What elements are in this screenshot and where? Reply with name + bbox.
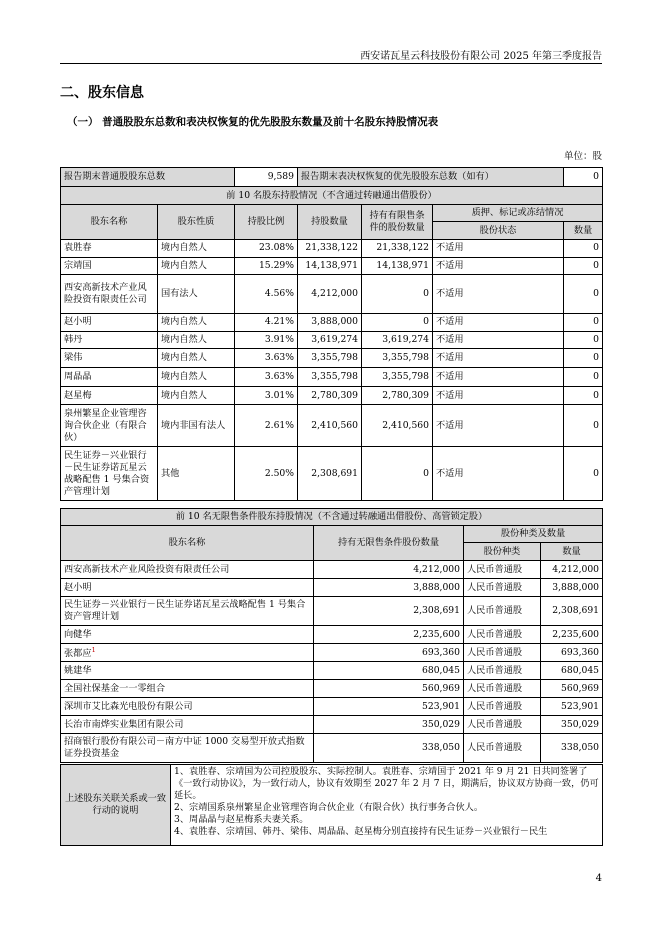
share-kind: 人民币普通股	[464, 680, 541, 698]
holder-name: 周晶晶	[61, 368, 158, 387]
share-count: 560,969	[541, 680, 603, 698]
relation-row	[61, 765, 603, 846]
holder-restricted: 3,619,274	[362, 331, 433, 349]
holder-count: 0	[564, 275, 603, 314]
relation-line: 3、周晶晶与赵星梅系夫妻关系。	[174, 814, 309, 825]
table-row	[61, 257, 603, 275]
holder-status: 不适用	[433, 275, 564, 314]
table-row	[61, 331, 603, 349]
top10-caption-row	[61, 187, 603, 205]
table-row	[61, 579, 603, 597]
holder-name: 长治市南烨实业集团有限公司	[61, 716, 314, 734]
footnote-marker: 1	[91, 646, 96, 655]
holder-count: 0	[564, 257, 603, 275]
holder-qty: 3,355,798	[298, 349, 362, 368]
holder-nature: 境内自然人	[158, 331, 235, 349]
top10-header-row1	[61, 205, 603, 222]
share-count: 680,045	[541, 662, 603, 680]
table-row	[61, 734, 603, 763]
relation-label: 上述股东关联关系或一致行动的说明	[61, 765, 171, 846]
preferred-holders-value: 0	[564, 168, 603, 187]
holder-name: 民生证券－兴业银行－民生证券诺瓦星云战略配售 1 号集合资产管理计划	[61, 597, 314, 626]
table-row	[61, 368, 603, 387]
holder-qty: 693,360	[314, 644, 464, 662]
holder-restricted: 2,780,309	[362, 387, 433, 405]
unrestricted-table	[60, 508, 603, 763]
shareholder-table	[60, 167, 603, 501]
holder-status: 不适用	[433, 447, 564, 501]
holder-name: 赵星梅	[61, 387, 158, 405]
holder-qty: 2,308,691	[298, 447, 362, 501]
holder-count: 0	[564, 349, 603, 368]
holder-ratio: 23.08%	[235, 240, 298, 258]
holder-qty: 21,338,122	[298, 240, 362, 258]
holder-status: 不适用	[433, 314, 564, 332]
table-row	[61, 698, 603, 716]
table-row	[61, 314, 603, 332]
holder-restricted: 0	[362, 447, 433, 501]
holder-restricted: 21,338,122	[362, 240, 433, 258]
page-number: 4	[595, 873, 602, 884]
holder-restricted: 14,138,971	[362, 257, 433, 275]
share-kind: 人民币普通股	[464, 644, 541, 662]
holder-restricted: 2,410,560	[362, 405, 433, 447]
relation-line: 2、宗靖国系泉州繁星企业管理咨询合伙企业（有限合伙）执行事务合伙人。	[174, 802, 484, 813]
share-kind: 人民币普通股	[464, 626, 541, 644]
share-kind: 人民币普通股	[464, 561, 541, 579]
holder-ratio: 4.56%	[235, 275, 298, 314]
holder-ratio: 2.50%	[235, 447, 298, 501]
page-header: 西安诺瓦星云科技股份有限公司 2025 年第三季度报告	[360, 51, 602, 62]
preferred-holders-label: 报告期末表决权恢复的优先股股东总数（如有）	[298, 168, 564, 187]
share-kind: 人民币普通股	[464, 716, 541, 734]
holder-status: 不适用	[433, 349, 564, 368]
holder-ratio: 15.29%	[235, 257, 298, 275]
holder-name: 姚建华	[61, 662, 314, 680]
holder-name: 张都应	[64, 648, 92, 660]
share-kind: 人民币普通股	[464, 579, 541, 597]
holder-status: 不适用	[433, 368, 564, 387]
col-header-pledge: 质押、标记或冻结情况	[433, 205, 603, 222]
holder-ratio: 4.21%	[235, 314, 298, 332]
holder-nature: 国有法人	[158, 275, 235, 314]
table-row	[61, 716, 603, 734]
holder-qty: 2,780,309	[298, 387, 362, 405]
col-header-name: 股东名称	[61, 526, 314, 561]
col-header-status: 股份状态	[433, 222, 564, 240]
unrestricted-caption-row	[61, 509, 603, 526]
holder-qty: 4,212,000	[298, 275, 362, 314]
col-header-kind-group: 股份种类及数量	[464, 526, 603, 543]
holder-name: 梁伟	[61, 349, 158, 368]
holder-name: 全国社保基金一一零组合	[61, 680, 314, 698]
share-count: 693,360	[541, 644, 603, 662]
holder-qty: 3,619,274	[298, 331, 362, 349]
holder-status: 不适用	[433, 331, 564, 349]
holder-nature: 境内自然人	[158, 257, 235, 275]
holder-name: 招商银行股份有限公司－南方中证 1000 交易型开放式指数证券投资基金	[61, 734, 314, 763]
relation-line: 4、袁胜春、宗靖国、韩丹、梁伟、周晶晶、赵星梅分别直接持有民生证券－兴业银行－民生	[174, 826, 548, 837]
holder-name: 向健华	[61, 626, 314, 644]
holder-name: 民生证券－兴业银行－民生证券诺瓦星云战略配售 1 号集合资产管理计划	[61, 447, 158, 501]
holder-name: 泉州繁星企业管理咨询合伙企业（有限合伙）	[61, 405, 158, 447]
holder-qty: 338,050	[314, 734, 464, 763]
summary-row	[61, 168, 603, 187]
table-row	[61, 644, 603, 662]
table-row	[61, 597, 603, 626]
holder-nature: 境内自然人	[158, 368, 235, 387]
unit-label: 单位：股	[563, 151, 602, 162]
holder-ratio: 3.63%	[235, 368, 298, 387]
share-count: 2,235,600	[541, 626, 603, 644]
share-count: 2,308,691	[541, 597, 603, 626]
holder-name: 西安高新技术产业风险投资有限责任公司	[61, 561, 314, 579]
share-kind: 人民币普通股	[464, 597, 541, 626]
unrestricted-caption: 前 10 名无限售条件股东持股情况（不含通过转融通出借股份、高管锁定股）	[61, 509, 603, 526]
col-header-nature: 股东性质	[158, 205, 235, 240]
holder-name: 宗靖国	[61, 257, 158, 275]
holder-status: 不适用	[433, 240, 564, 258]
total-holders-label: 报告期末普通股股东总数	[61, 168, 235, 187]
holder-name: 袁胜春	[61, 240, 158, 258]
holder-name: 赵小明	[61, 579, 314, 597]
col-header-name: 股东名称	[61, 205, 158, 240]
table-row	[61, 680, 603, 698]
unrestricted-header-row1	[61, 526, 603, 543]
holder-name: 西安高新技术产业风险投资有限责任公司	[61, 275, 158, 314]
holder-qty: 560,969	[314, 680, 464, 698]
holder-restricted: 3,355,798	[362, 349, 433, 368]
table-row	[61, 405, 603, 447]
share-count: 4,212,000	[541, 561, 603, 579]
table-row	[61, 275, 603, 314]
holder-nature: 境内自然人	[158, 314, 235, 332]
holder-count: 0	[564, 240, 603, 258]
relation-line: 1、袁胜春、宗靖国为公司控股股东、实际控制人。袁胜春、宗靖国于 2021 年 9 月 21 日共同签署了《一致行动协议》，为一致行动人，协议有效期至 2027 年 2 月 7 日，期满后，协议双方协商一致，仍可延长。	[174, 766, 599, 801]
holder-name: 深圳市艾比森光电股份有限公司	[61, 698, 314, 716]
share-kind: 人民币普通股	[464, 662, 541, 680]
holder-qty: 14,138,971	[298, 257, 362, 275]
table-row	[61, 349, 603, 368]
holder-count: 0	[564, 405, 603, 447]
table-row	[61, 626, 603, 644]
header-divider	[60, 63, 602, 64]
holder-count: 0	[564, 447, 603, 501]
holder-ratio: 2.61%	[235, 405, 298, 447]
holder-qty: 2,308,691	[314, 597, 464, 626]
table-row	[61, 561, 603, 579]
top10-caption: 前 10 名股东持股情况（不含通过转融通出借股份）	[61, 187, 603, 205]
holder-name-cell	[61, 644, 314, 662]
holder-nature: 其他	[158, 447, 235, 501]
share-count: 523,901	[541, 698, 603, 716]
total-holders-value: 9,589	[235, 168, 298, 187]
table-row	[61, 240, 603, 258]
holder-qty: 523,901	[314, 698, 464, 716]
holder-name: 韩丹	[61, 331, 158, 349]
holder-count: 0	[564, 387, 603, 405]
col-header-qty: 持股数量	[298, 205, 362, 240]
holder-qty: 3,355,798	[298, 368, 362, 387]
holder-qty: 680,045	[314, 662, 464, 680]
relation-text	[171, 765, 603, 846]
holder-nature: 境内自然人	[158, 240, 235, 258]
holder-nature: 境内自然人	[158, 349, 235, 368]
section-title: 二、股东信息	[60, 85, 144, 101]
col-header-kind: 股份种类	[464, 543, 541, 561]
share-count: 350,029	[541, 716, 603, 734]
holder-qty: 350,029	[314, 716, 464, 734]
table-row	[61, 447, 603, 501]
share-kind: 人民币普通股	[464, 698, 541, 716]
holder-qty: 4,212,000	[314, 561, 464, 579]
relation-table	[60, 764, 603, 846]
holder-status: 不适用	[433, 257, 564, 275]
holder-restricted: 3,355,798	[362, 368, 433, 387]
col-header-count: 数量	[564, 222, 603, 240]
holder-nature: 境内自然人	[158, 387, 235, 405]
subsection-title: （一） 普通股股东总数和表决权恢复的优先股股东数量及前十名股东持股情况表	[67, 116, 439, 128]
share-count: 3,888,000	[541, 579, 603, 597]
holder-ratio: 3.63%	[235, 349, 298, 368]
holder-restricted: 0	[362, 314, 433, 332]
holder-restricted: 0	[362, 275, 433, 314]
holder-qty: 2,410,560	[298, 405, 362, 447]
holder-count: 0	[564, 314, 603, 332]
col-header-ratio: 持股比例	[235, 205, 298, 240]
holder-ratio: 3.91%	[235, 331, 298, 349]
col-header-restricted: 持有有限售条件的股份数量	[362, 205, 433, 240]
holder-status: 不适用	[433, 405, 564, 447]
table-row	[61, 387, 603, 405]
holder-status: 不适用	[433, 387, 564, 405]
col-header-count: 数量	[541, 543, 603, 561]
share-kind: 人民币普通股	[464, 734, 541, 763]
holder-name: 赵小明	[61, 314, 158, 332]
holder-nature: 境内非国有法人	[158, 405, 235, 447]
col-header-unrestricted-qty: 持有无限售条件股份数量	[314, 526, 464, 561]
holder-ratio: 3.01%	[235, 387, 298, 405]
holder-qty: 3,888,000	[314, 579, 464, 597]
share-count: 338,050	[541, 734, 603, 763]
table-row	[61, 662, 603, 680]
holder-count: 0	[564, 368, 603, 387]
holder-qty: 3,888,000	[298, 314, 362, 332]
holder-count: 0	[564, 331, 603, 349]
holder-qty: 2,235,600	[314, 626, 464, 644]
